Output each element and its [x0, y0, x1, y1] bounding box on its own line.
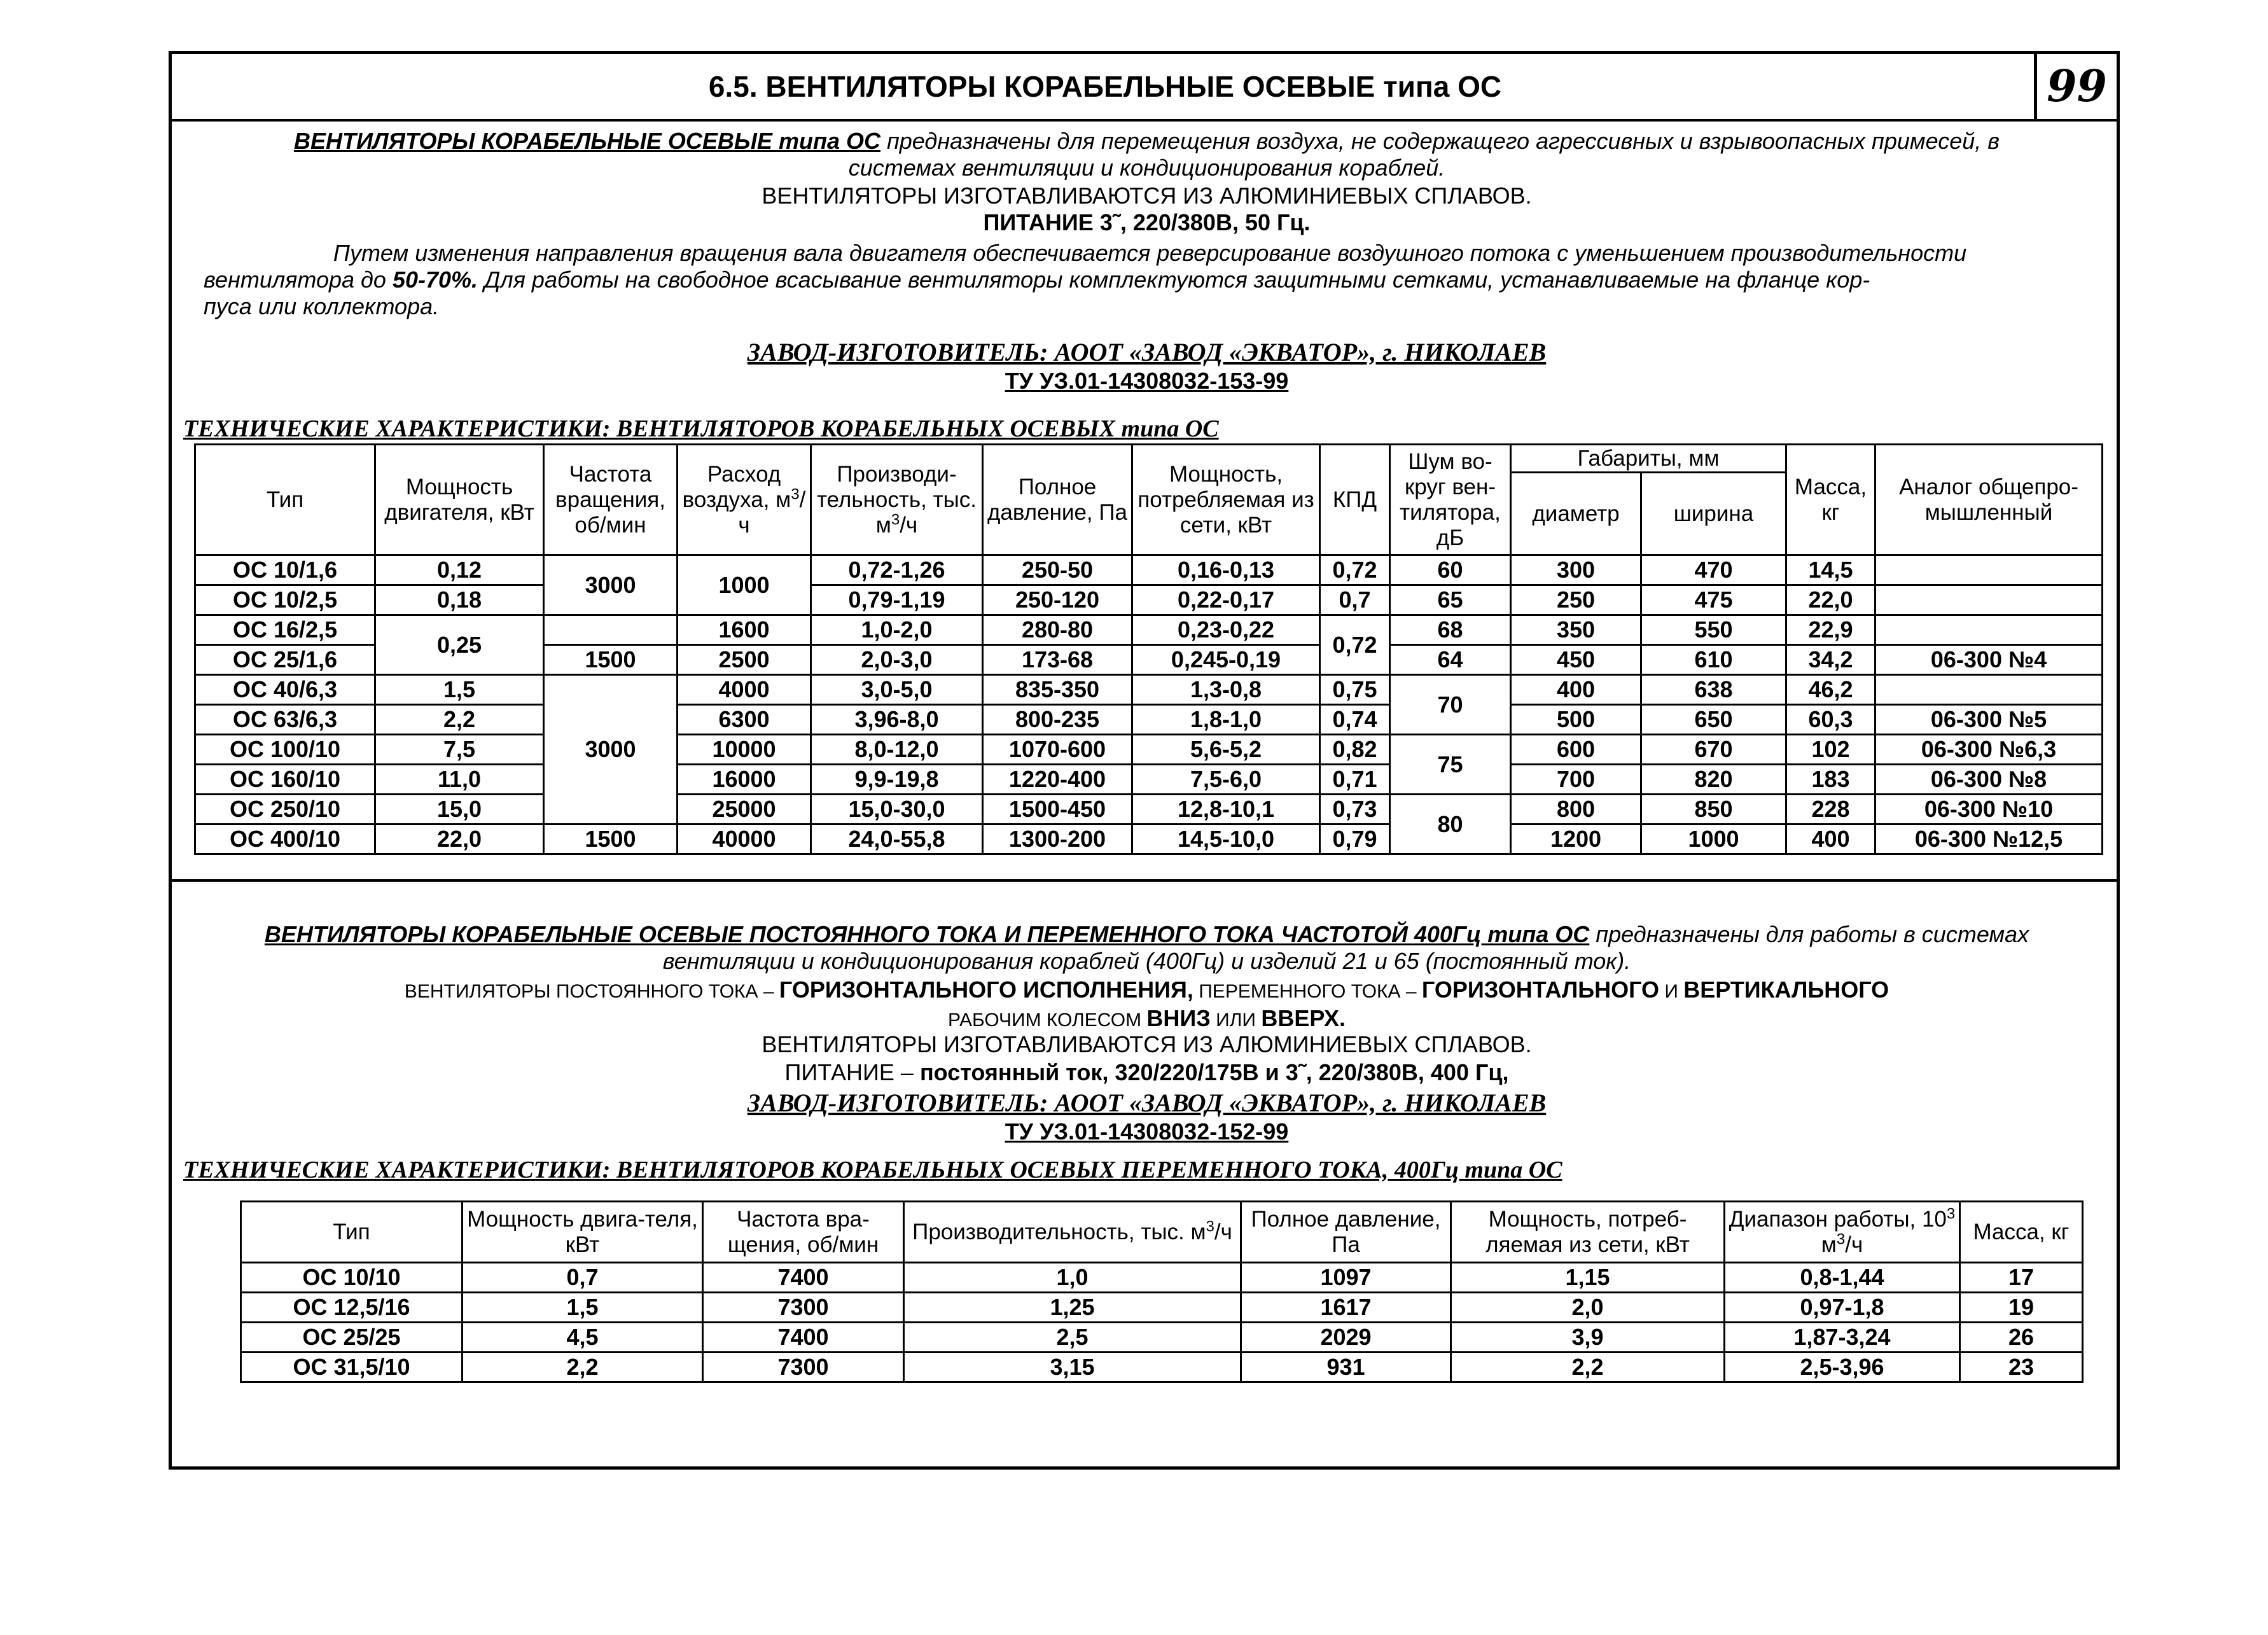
section1-tu: ТУ УЗ.01-14308032-153-99 [1005, 368, 1289, 394]
t1-cell: ОС 25/1,6 [195, 645, 375, 675]
t2-cell: 3,9 [1451, 1323, 1725, 1353]
t1-cell [1875, 555, 2103, 585]
t1-cell: 0,75 [1320, 675, 1390, 705]
t1-cell: 800 [1511, 795, 1641, 824]
section2-intro [197, 921, 2096, 975]
section1-intro-text: предназначены для перемещения воздуха, не содержащего агрессивных и взрывоопасных примесей, в [880, 128, 2000, 154]
reverse-text-c: Для работы на свободное всасывание вентиляторы комплектуются защитными сетками, устанавливаемые на фланце кор- [478, 267, 1870, 293]
section2-power [197, 1059, 2096, 1086]
t1-cell: 183 [1786, 765, 1875, 795]
t2-range-unit: /ч [1845, 1232, 1863, 1257]
t1-cell: 3,96-8,0 [811, 705, 983, 735]
document-frame [169, 51, 2120, 1470]
t2-cell: 2029 [1241, 1323, 1451, 1353]
t1-cell: 102 [1786, 735, 1875, 765]
t1-cell: 06-300 №12,5 [1875, 824, 2103, 854]
t2-cell: 19 [1960, 1293, 2083, 1323]
table-row [241, 1293, 2083, 1323]
t1-header-capacity [811, 445, 983, 555]
t1-cell: 06-300 №5 [1875, 705, 2103, 735]
t1-cell: 250-120 [983, 585, 1132, 615]
table-row [241, 1353, 2083, 1382]
t2-cell: 4,5 [463, 1323, 703, 1353]
section2-execution-line2 [197, 1005, 2096, 1034]
t1-cell: 2,2 [375, 705, 544, 735]
t1-cell: 1070-600 [983, 735, 1132, 765]
table-row [195, 555, 2103, 585]
reverse-text-a: вентилятора до [204, 267, 393, 293]
t2-cell: 0,8-1,44 [1725, 1263, 1960, 1293]
table-row [195, 765, 2103, 795]
section1-material: ВЕНТИЛЯТОРЫ ИЗГОТАВЛИВАЮТСЯ ИЗ АЛЮМИНИЕВЫХ СПЛАВОВ. [762, 183, 1532, 209]
exec-text-f: ВЕРТИКАЛЬНОГО [1683, 977, 1889, 1003]
t1-cell: 550 [1641, 615, 1786, 645]
section-divider [172, 879, 2117, 882]
t1-cell: 1,8-1,0 [1132, 705, 1320, 735]
t1-cell: 1,3-0,8 [1132, 675, 1320, 705]
t1-cell: ОС 63/6,3 [195, 705, 375, 735]
exec-text-d: ГОРИЗОНТАЛЬНОГО [1421, 977, 1660, 1003]
table1-header-row [195, 445, 2103, 473]
t1-header-consumed-power: Мощность, потребляемая из сети, кВт [1132, 445, 1320, 555]
table-row [195, 824, 2103, 854]
t1-cell: 610 [1641, 645, 1786, 675]
t2-cell: 0,7 [463, 1263, 703, 1293]
section2-intro-title: ВЕНТИЛЯТОРЫ КОРАБЕЛЬНЫЕ ОСЕВЫЕ ПОСТОЯННОГО ТОКА И ПЕРЕМЕННОГО ТОКА ЧАСТОТОЙ 400Гц типа ОС [264, 921, 1590, 947]
reverse-percent: 50-70%. [392, 267, 478, 293]
t1-cell: 1,5 [375, 675, 544, 705]
t1-header-width: ширина [1641, 473, 1786, 555]
t1-capacity-label: Производи-тельность, тыс. м [816, 461, 977, 538]
t1-cell: ОС 100/10 [195, 735, 375, 765]
t1-cell: 68 [1390, 615, 1511, 645]
specs-table-1 [194, 443, 2103, 855]
t1-capacity-sup: 3 [891, 510, 900, 528]
t1-cell: 25000 [678, 795, 811, 824]
t1-cell: 0,12 [375, 555, 544, 585]
t1-cell: 5,6-5,2 [1132, 735, 1320, 765]
t1-cell: ОС 160/10 [195, 765, 375, 795]
t2-range-sup-a: 3 [1946, 1204, 1956, 1222]
section1-intro [197, 128, 2096, 181]
t2-header-rpm: Частота вра-щения, об/мин [703, 1202, 904, 1263]
t2-cell: 2,2 [463, 1353, 703, 1382]
t1-cell: 650 [1641, 705, 1786, 735]
t1-cell: 0,16-0,13 [1132, 555, 1320, 585]
t2-cell: 3,15 [904, 1353, 1241, 1382]
t1-cell: 0,79 [1320, 824, 1390, 854]
table-row [241, 1323, 2083, 1353]
t1-cell: 850 [1641, 795, 1786, 824]
t1-cell: 3,0-5,0 [811, 675, 983, 705]
t1-cell [1875, 615, 2103, 645]
t2-range-label: Диапазон работы, 10 [1729, 1206, 1947, 1232]
t1-airflow-label: Расход воздуха, м [682, 461, 791, 512]
t2-cell: 26 [1960, 1323, 2083, 1353]
section1-reverse-line3: пуса или коллектора. [204, 293, 440, 319]
t1-header-efficiency: КПД [1320, 445, 1390, 555]
page-title: 6.5. ВЕНТИЛЯТОРЫ КОРАБЕЛЬНЫЕ ОСЕВЫЕ типа ОС [708, 70, 1502, 103]
t2-capacity-sup: 3 [1206, 1217, 1214, 1235]
t1-cell: 14,5-10,0 [1132, 824, 1320, 854]
t1-cell: 6300 [678, 705, 811, 735]
page-number: 99 [2047, 61, 2107, 112]
t1-cell: 16000 [678, 765, 811, 795]
t1-cell: 0,74 [1320, 705, 1390, 735]
power-value: постоянный ток, 320/220/175В и 3˜, 220/380В, 400 Гц, [919, 1059, 1509, 1085]
t1-cell: 500 [1511, 705, 1641, 735]
specs-table-2 [240, 1200, 2084, 1383]
t1-cell: 475 [1641, 585, 1786, 615]
table-row [195, 795, 2103, 824]
t1-cell: 34,2 [1786, 645, 1875, 675]
table-row [195, 615, 2103, 645]
t1-header-motor-power: Мощность двигателя, кВт [375, 445, 544, 555]
section2-material: ВЕНТИЛЯТОРЫ ИЗГОТАВЛИВАЮТСЯ ИЗ АЛЮМИНИЕВЫХ СПЛАВОВ. [762, 1031, 1532, 1057]
t1-capacity-unit: /ч [900, 512, 918, 538]
t1-cell: 0,73 [1320, 795, 1390, 824]
t1-cell: ОС 40/6,3 [195, 675, 375, 705]
section1-intro-title: ВЕНТИЛЯТОРЫ КОРАБЕЛЬНЫЕ ОСЕВЫЕ типа ОС [293, 128, 880, 154]
exec-text-g: РАБОЧИМ КОЛЕСОМ [947, 1010, 1147, 1031]
t2-cell: 7300 [703, 1353, 904, 1382]
t2-cell: 931 [1241, 1353, 1451, 1382]
t2-range-mid: м [1821, 1232, 1837, 1257]
table2-header-row [241, 1202, 2083, 1263]
section2-manufacturer: ЗАВОД-ИЗГОТОВИТЕЛЬ: АООТ «ЗАВОД «ЭКВАТОР», г. НИКОЛАЕВ [747, 1089, 1547, 1117]
t1-cell: 600 [1511, 735, 1641, 765]
t1-cell: 2,0-3,0 [811, 645, 983, 675]
t1-cell: 638 [1641, 675, 1786, 705]
t1-cell: 0,18 [375, 585, 544, 615]
title-bar [172, 54, 2117, 122]
t2-header-pressure: Полное давление, Па [1241, 1202, 1451, 1263]
t1-cell: 0,245-0,19 [1132, 645, 1320, 675]
section2-tu: ТУ УЗ.01-14308032-152-99 [1005, 1118, 1289, 1144]
t1-cell: 0,22-0,17 [1132, 585, 1320, 615]
t1-cell: 10000 [678, 735, 811, 765]
section2-intro-line2: вентиляции и кондиционирования кораблей (400Гц) и изделий 21 и 65 (постоянный ток). [662, 948, 1631, 974]
t1-cell: 64 [1390, 645, 1511, 675]
section2-execution [197, 977, 2096, 1034]
table-row [195, 585, 2103, 615]
t1-header-noise: Шум во-круг вен-тилятора, дБ [1390, 445, 1511, 555]
t2-cell: ОС 12,5/16 [241, 1293, 463, 1323]
power-label: ПИТАНИЕ – [784, 1059, 920, 1085]
t2-header-motor-power: Мощность двига-теля, кВт [463, 1202, 703, 1263]
table2-caption: ТЕХНИЧЕСКИЕ ХАРАКТЕРИСТИКИ: ВЕНТИЛЯТОРОВ КОРАБЕЛЬНЫХ ОСЕВЫХ ПЕРЕМЕННОГО ТОКА, 400Гц типа ОС [183, 1157, 1562, 1183]
t1-cell: 06-300 №8 [1875, 765, 2103, 795]
t1-cell: 0,72 [1320, 555, 1390, 585]
t1-cell: 06-300 №4 [1875, 645, 2103, 675]
t1-header-analog: Аналог общепро-мышленный [1875, 445, 2103, 555]
table-row [195, 705, 2103, 735]
table-row [195, 675, 2103, 705]
t1-cell: 0,71 [1320, 765, 1390, 795]
t1-cell: 22,0 [1786, 585, 1875, 615]
t1-cell: 670 [1641, 735, 1786, 765]
t1-header-mass: Масса, кг [1786, 445, 1875, 555]
t1-cell: 1500 [544, 645, 678, 675]
t1-header-airflow [678, 445, 811, 555]
exec-text-e: И [1659, 981, 1684, 1002]
t2-range-sup-b: 3 [1836, 1230, 1846, 1248]
table-row [241, 1263, 2083, 1293]
t1-airflow-unit: /ч [738, 487, 806, 538]
t1-cell: 450 [1511, 645, 1641, 675]
t1-cell: 15,0-30,0 [811, 795, 983, 824]
t1-cell: 4000 [678, 675, 811, 705]
section1-intro-line1 [197, 128, 2096, 155]
t1-cell: 3000 [544, 555, 678, 615]
t1-cell: 1,0-2,0 [811, 615, 983, 645]
exec-text-h: ВНИЗ [1146, 1005, 1211, 1031]
t1-cell: 60 [1390, 555, 1511, 585]
page-number-box [2034, 54, 2117, 119]
t1-cell: 80 [1390, 795, 1511, 854]
t1-cell: 24,0-55,8 [811, 824, 983, 854]
t1-cell: ОС 250/10 [195, 795, 375, 824]
t2-cell: 17 [1960, 1263, 2083, 1293]
t1-cell: 820 [1641, 765, 1786, 795]
t1-cell [1875, 585, 2103, 615]
t1-cell: 40000 [678, 824, 811, 854]
t1-cell: ОС 400/10 [195, 824, 375, 854]
t2-cell: 1617 [1241, 1293, 1451, 1323]
t2-cell: 2,5-3,96 [1725, 1353, 1960, 1382]
t1-header-diameter: диаметр [1511, 473, 1641, 555]
t1-cell [1875, 675, 2103, 705]
t1-cell: 835-350 [983, 675, 1132, 705]
t1-cell: 3000 [544, 675, 678, 824]
t1-cell: 0,72-1,26 [811, 555, 983, 585]
t1-cell: 7,5 [375, 735, 544, 765]
t1-cell: 60,3 [1786, 705, 1875, 735]
t1-cell: 350 [1511, 615, 1641, 645]
t1-cell: 22,9 [1786, 615, 1875, 645]
t2-cell: 7300 [703, 1293, 904, 1323]
t1-cell: ОС 10/2,5 [195, 585, 375, 615]
t2-cell: 2,5 [904, 1323, 1241, 1353]
t2-cell: 7400 [703, 1323, 904, 1353]
t2-cell: 23 [1960, 1353, 2083, 1382]
section1-manufacturer: ЗАВОД-ИЗГОТОВИТЕЛЬ: АООТ «ЗАВОД «ЭКВАТОР», г. НИКОЛАЕВ [747, 338, 1547, 366]
t2-header-consumed-power: Мощность, потреб-ляемая из сети, кВт [1451, 1202, 1725, 1263]
t1-cell: 280-80 [983, 615, 1132, 645]
t1-header-type: Тип [195, 445, 375, 555]
t1-cell: 0,25 [375, 615, 544, 675]
t1-cell: 700 [1511, 765, 1641, 795]
t1-cell: ОС 16/2,5 [195, 615, 375, 645]
t1-cell: ОС 10/1,6 [195, 555, 375, 585]
t1-cell: 75 [1390, 735, 1511, 795]
t1-header-pressure: Полное давление, Па [983, 445, 1132, 555]
section1-power: ПИТАНИЕ 3˜, 220/380В, 50 Гц. [983, 209, 1311, 235]
t2-cell: ОС 25/25 [241, 1323, 463, 1353]
section1-intro-line2: системах вентиляции и кондиционирования кораблей. [848, 155, 1445, 181]
t1-cell [544, 615, 678, 645]
exec-text-j: ВВЕРХ. [1261, 1005, 1346, 1031]
t1-cell: 7,5-6,0 [1132, 765, 1320, 795]
exec-text-b: ГОРИЗОНТАЛЬНОГО ИСПОЛНЕНИЯ, [779, 977, 1193, 1003]
t1-cell: 14,5 [1786, 555, 1875, 585]
t1-cell: 0,82 [1320, 735, 1390, 765]
t2-header-range [1725, 1202, 1960, 1263]
t1-cell: 06-300 №10 [1875, 795, 2103, 824]
t2-capacity-unit: /ч [1214, 1219, 1232, 1244]
t2-cell: 1,87-3,24 [1725, 1323, 1960, 1353]
t1-cell: 173-68 [983, 645, 1132, 675]
t1-airflow-sup: 3 [791, 485, 800, 503]
t2-cell: 2,2 [1451, 1353, 1725, 1382]
t1-cell: 0,7 [1320, 585, 1390, 615]
t2-cell: 0,97-1,8 [1725, 1293, 1960, 1323]
t1-cell: 9,9-19,8 [811, 765, 983, 795]
t1-cell: 70 [1390, 675, 1511, 735]
t2-cell: 1097 [1241, 1263, 1451, 1293]
t1-cell: 250 [1511, 585, 1641, 615]
t1-cell: 12,8-10,1 [1132, 795, 1320, 824]
t1-cell: 1300-200 [983, 824, 1132, 854]
t1-cell: 800-235 [983, 705, 1132, 735]
t1-cell: 1500 [544, 824, 678, 854]
t1-cell: 11,0 [375, 765, 544, 795]
t2-header-mass: Масса, кг [1960, 1202, 2083, 1263]
exec-text-i: ИЛИ [1210, 1010, 1262, 1031]
t1-cell: 1200 [1511, 824, 1641, 854]
t1-cell: 46,2 [1786, 675, 1875, 705]
t1-cell: 300 [1511, 555, 1641, 585]
t1-cell: 8,0-12,0 [811, 735, 983, 765]
section1-reverse-line1: Путем изменения направления вращения вала двигателя обеспечивается реверсирование воздушного потока с уменьшением производительности [333, 240, 1967, 266]
t1-cell: 400 [1786, 824, 1875, 854]
t2-cell: 1,15 [1451, 1263, 1725, 1293]
t2-cell: ОС 31,5/10 [241, 1353, 463, 1382]
t2-cell: 1,0 [904, 1263, 1241, 1293]
t2-cell: 7400 [703, 1263, 904, 1293]
t1-cell: 400 [1511, 675, 1641, 705]
t1-cell: 470 [1641, 555, 1786, 585]
t1-cell: 250-50 [983, 555, 1132, 585]
section2-execution-line1 [197, 977, 2096, 1005]
t1-cell: 2500 [678, 645, 811, 675]
t1-cell: 15,0 [375, 795, 544, 824]
t1-cell: 1220-400 [983, 765, 1132, 795]
t2-cell: 2,0 [1451, 1293, 1725, 1323]
t2-cell: ОС 10/10 [241, 1263, 463, 1293]
t1-cell: 65 [1390, 585, 1511, 615]
section2-intro-text: предназначены для работы в системах [1589, 921, 2029, 947]
t1-cell: 0,79-1,19 [811, 585, 983, 615]
section2-intro-line1 [197, 921, 2096, 948]
table-row [195, 735, 2103, 765]
t2-cell: 1,25 [904, 1293, 1241, 1323]
t2-header-capacity [904, 1202, 1241, 1263]
t1-cell: 228 [1786, 795, 1875, 824]
t1-header-rpm: Частота вращения, об/мин [544, 445, 678, 555]
section1-reverse [204, 240, 2096, 320]
t2-cell: 1,5 [463, 1293, 703, 1323]
t1-cell: 1000 [1641, 824, 1786, 854]
t1-cell: 1600 [678, 615, 811, 645]
section1-reverse-line2 [204, 267, 2096, 293]
t1-header-dimensions: Габариты, мм [1511, 445, 1786, 473]
t1-cell: 22,0 [375, 824, 544, 854]
t1-cell: 1000 [678, 555, 811, 615]
exec-text-c: ПЕРЕМЕННОГО ТОКА – [1193, 981, 1422, 1002]
t1-cell: 0,72 [1320, 615, 1390, 675]
t1-cell: 1500-450 [983, 795, 1132, 824]
t2-capacity-label: Производительность, тыс. м [912, 1219, 1206, 1244]
t2-header-type: Тип [241, 1202, 463, 1263]
t1-cell: 06-300 №6,3 [1875, 735, 2103, 765]
exec-text-a: ВЕНТИЛЯТОРЫ ПОСТОЯННОГО ТОКА – [404, 981, 779, 1002]
t1-cell: 0,23-0,22 [1132, 615, 1320, 645]
table1-caption: ТЕХНИЧЕСКИЕ ХАРАКТЕРИСТИКИ: ВЕНТИЛЯТОРОВ КОРАБЕЛЬНЫХ ОСЕВЫХ типа ОС [183, 415, 1219, 442]
